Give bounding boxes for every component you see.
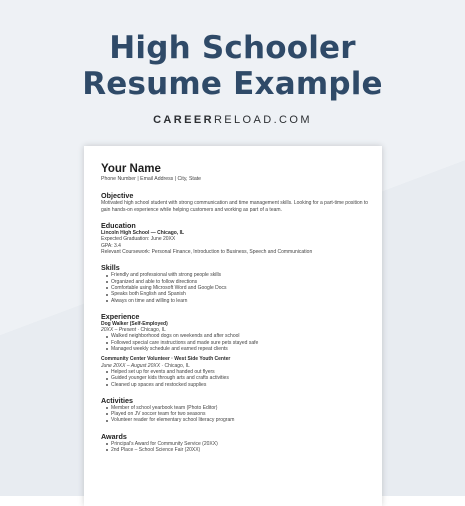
activities-heading: Activities <box>101 395 133 405</box>
job-role: Community Center Volunteer · West Side Youth Center <box>101 356 231 363</box>
job-dates: 20XX – Present <box>101 327 137 334</box>
awards-heading: Awards <box>101 431 127 441</box>
page-title <box>0 0 465 102</box>
list-item: Friendly and professional with strong people skills <box>111 272 369 278</box>
list-item: Member of school yearbook team (Photo Editor) <box>111 405 369 411</box>
job-dates: June 20XX – August 20XX <box>101 362 161 369</box>
list-item: Managed weekly schedule and earned repeat clients <box>111 346 369 352</box>
objective-text: Motivated high school student with strong communication and time management skills. Looking for a part-time position to gain hands-on experience while helping customers and working as part of a team. <box>101 200 369 213</box>
resume-name: Your Name <box>101 163 161 175</box>
list-item: Followed special care instructions and made sure pets stayed safe <box>111 340 369 346</box>
job-role: Dog Walker (Self-Employed) <box>101 320 168 327</box>
experience-heading: Experience <box>101 311 140 321</box>
list-item: Organized and able to follow directions <box>111 279 369 285</box>
resume-document <box>84 146 382 506</box>
brand-name <box>0 114 465 126</box>
brand-bold: CAREER <box>153 114 214 126</box>
page-header <box>0 0 465 126</box>
list-item: Comfortable using Microsoft Word and Google Docs <box>111 285 369 291</box>
education-school: Lincoln High School — Chicago, IL <box>101 230 185 237</box>
awards-list <box>101 441 369 454</box>
list-item: Cleaned up spaces and restocked supplies <box>111 382 369 388</box>
job-location: · Chicago, IL <box>137 327 166 334</box>
list-item: Speaks both English and Spanish <box>111 291 369 297</box>
education-heading: Education <box>101 221 136 231</box>
list-item: Principal's Award for Community Service (20XX) <box>111 441 369 447</box>
job-bullets <box>101 369 369 388</box>
title-line-1: High Schooler <box>109 30 356 66</box>
list-item: Played on JV soccer team for two seasons <box>111 411 369 417</box>
education-graduation: Expected Graduation: June 20XX <box>101 236 176 243</box>
education-gpa: GPA: 3.4 <box>101 242 121 249</box>
objective-heading: Objective <box>101 191 134 200</box>
job-location: · Chicago, IL <box>161 362 190 369</box>
skills-list <box>101 272 369 303</box>
list-item: Helped set up for events and handed out flyers <box>111 369 369 375</box>
education-coursework: Relevant Coursework: Personal Finance, Introduction to Business, Speech and Communication <box>101 249 313 256</box>
skills-heading: Skills <box>101 263 120 273</box>
activities-list <box>101 405 369 424</box>
list-item: Always on time and willing to learn <box>111 298 369 304</box>
list-item: Guided younger kids through arts and crafts activities <box>111 375 369 381</box>
resume-contact: Phone Number | Email Address | City, State <box>101 176 202 182</box>
job-bullets <box>101 333 369 352</box>
title-line-2: Resume Example <box>82 66 383 102</box>
list-item: Walked neighborhood dogs on weekends and after school <box>111 333 369 339</box>
list-item: Volunteer reader for elementary school literacy program <box>111 417 369 423</box>
brand-rest: RELOAD.COM <box>213 114 312 126</box>
list-item: 2nd Place – School Science Fair (20XX) <box>111 447 369 453</box>
